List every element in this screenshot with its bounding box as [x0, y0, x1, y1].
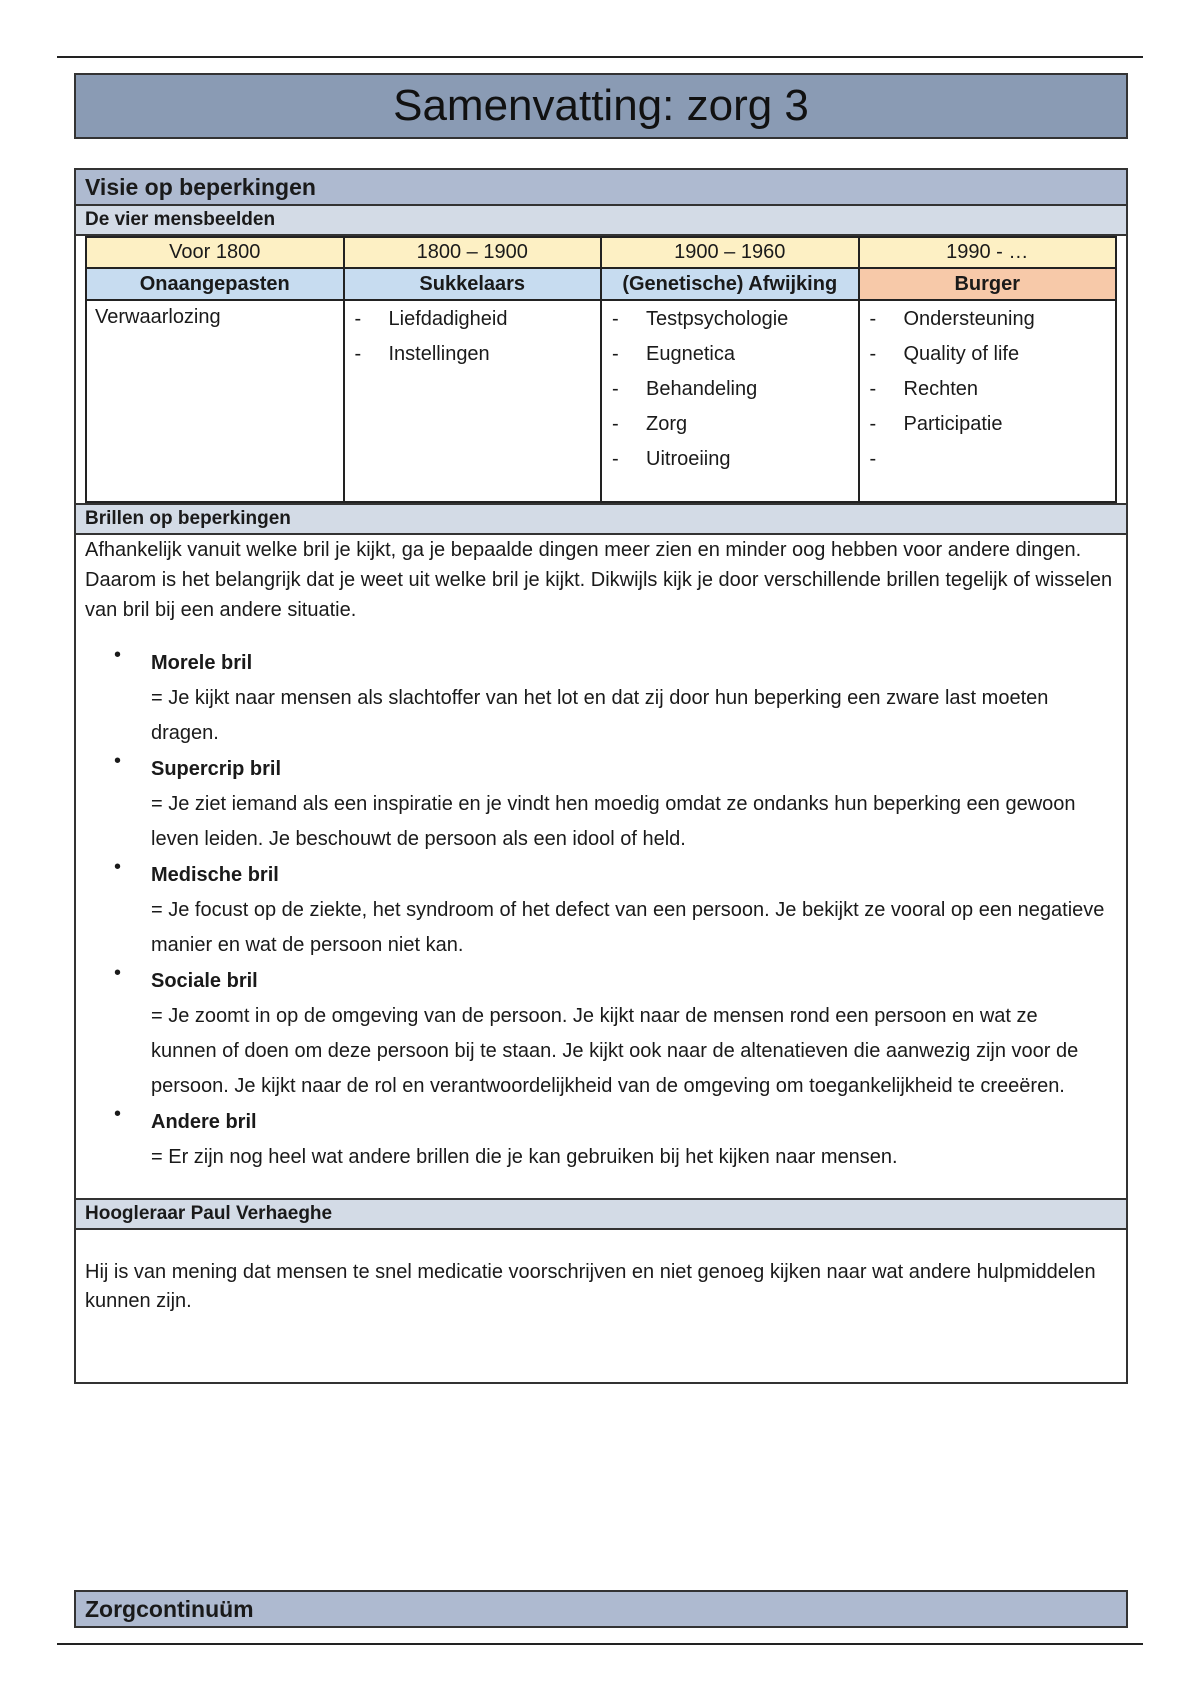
bottom-rule — [57, 1643, 1143, 1645]
mensbeelden-table-wrap — [76, 236, 1126, 503]
page-title: Samenvatting: zorg 3 — [393, 81, 809, 130]
content-row — [86, 300, 1116, 502]
bril-term: Andere bril — [151, 1111, 257, 1133]
list-item: - Participatie — [869, 413, 1003, 435]
list-item: - Zorg — [612, 413, 688, 435]
label-cell: Onaangepasten — [86, 268, 344, 300]
bril-term: Supercrip bril — [151, 758, 282, 780]
bril-definition: = Je focust op de ziekte, het syndroom of het defect van een persoon. Je bekijkt ze vooral op een negatieve manier en wat de persoon niet kan. — [151, 899, 1105, 956]
mensbeelden-table — [85, 236, 1117, 503]
list-item: - Eugnetica — [612, 343, 735, 365]
subheading-hoogleraar: Hoogleraar Paul Verhaeghe — [76, 1198, 1126, 1230]
list-item — [76, 645, 1106, 751]
list-item — [76, 1104, 1106, 1175]
period-row — [86, 237, 1116, 268]
content-cell — [859, 300, 1117, 502]
list-item: - Rechten — [869, 378, 978, 400]
brillen-list — [76, 645, 1126, 1175]
list-item — [76, 857, 1106, 963]
list-item: - Behandeling — [612, 378, 758, 400]
bril-definition: = Je kijkt naar mensen als slachtoffer van het lot en dat zij door hun beperking een zware last moeten dragen. — [151, 687, 1049, 744]
bullet-icon: • — [114, 750, 122, 772]
label-row — [86, 268, 1116, 300]
section-visie — [74, 168, 1128, 1384]
label-cell: (Genetische) Afwijking — [601, 268, 859, 300]
bullet-icon: • — [114, 856, 122, 878]
section-zorgcontinuum-heading: Zorgcontinuüm — [74, 1590, 1128, 1628]
hoogleraar-text: Hij is van mening dat mensen te snel medicatie voorschrijven en niet genoeg kijken naar wat andere hulpmiddelen kunnen zijn. — [85, 1261, 1096, 1312]
list-item: - Ondersteuning — [869, 308, 1035, 330]
bril-term: Sociale bril — [151, 970, 258, 992]
subheading-brillen: Brillen op beperkingen — [76, 503, 1126, 535]
content-cell — [86, 300, 344, 502]
bril-definition: = Je zoomt in op de omgeving van de persoon. Je kijkt naar de mensen rond een persoon en wat ze kunnen of doen om deze persoon bij te staan. Je kijkt ook naar de altenatieven die aanwezig zijn voor de persoon. Je kijkt naar de rol en verantwoordelijkheid van de omgeving om toegankelijkheid te creeëren. — [151, 1005, 1079, 1097]
content-cell — [601, 300, 859, 502]
title-banner — [74, 73, 1128, 139]
list-item: - Testpsychologie — [612, 308, 789, 330]
subheading-mensbeelden: De vier mensbeelden — [76, 206, 1126, 236]
bril-term: Morele bril — [151, 652, 253, 674]
period-cell: 1990 - … — [859, 237, 1117, 268]
top-rule — [57, 56, 1143, 58]
list-item: Verwaarlozing — [95, 306, 221, 328]
bril-term: Medische bril — [151, 864, 279, 886]
list-item — [76, 751, 1106, 857]
list-item: - Uitroeiing — [612, 448, 731, 470]
brillen-intro: Afhankelijk vanuit welke bril je kijkt, ga je bepaalde dingen meer zien en minder oog hebben voor andere dingen. Daarom is het belangrijk dat je weet uit welke bril je kijkt. Dikwijls kijk je door verschillende brillen tegelijk of wisselen van bril bij een andere situatie. — [85, 539, 1113, 621]
label-cell: Sukkelaars — [344, 268, 602, 300]
list-item: - Instellingen — [354, 343, 490, 365]
list-item — [76, 963, 1106, 1104]
bullet-icon: • — [114, 1103, 122, 1125]
bril-definition: = Je ziet iemand als een inspiratie en je vindt hen moedig omdat ze ondanks hun beperking een gewoon leven leiden. Je beschouwt de persoon als een idool of held. — [151, 793, 1076, 850]
list-item: - — [869, 448, 877, 470]
section-heading: Visie op beperkingen — [76, 170, 1126, 206]
period-cell: 1800 – 1900 — [344, 237, 602, 268]
bril-definition: = Er zijn nog heel wat andere brillen die je kan gebruiken bij het kijken naar mensen. — [151, 1146, 898, 1168]
list-item: - Quality of life — [869, 343, 1020, 365]
bullet-icon: • — [114, 644, 122, 666]
list-item: - Liefdadigheid — [354, 308, 508, 330]
bullet-icon: • — [114, 962, 122, 984]
label-cell-burger: Burger — [859, 268, 1117, 300]
period-cell: 1900 – 1960 — [601, 237, 859, 268]
period-cell: Voor 1800 — [86, 237, 344, 268]
content-cell — [344, 300, 602, 502]
